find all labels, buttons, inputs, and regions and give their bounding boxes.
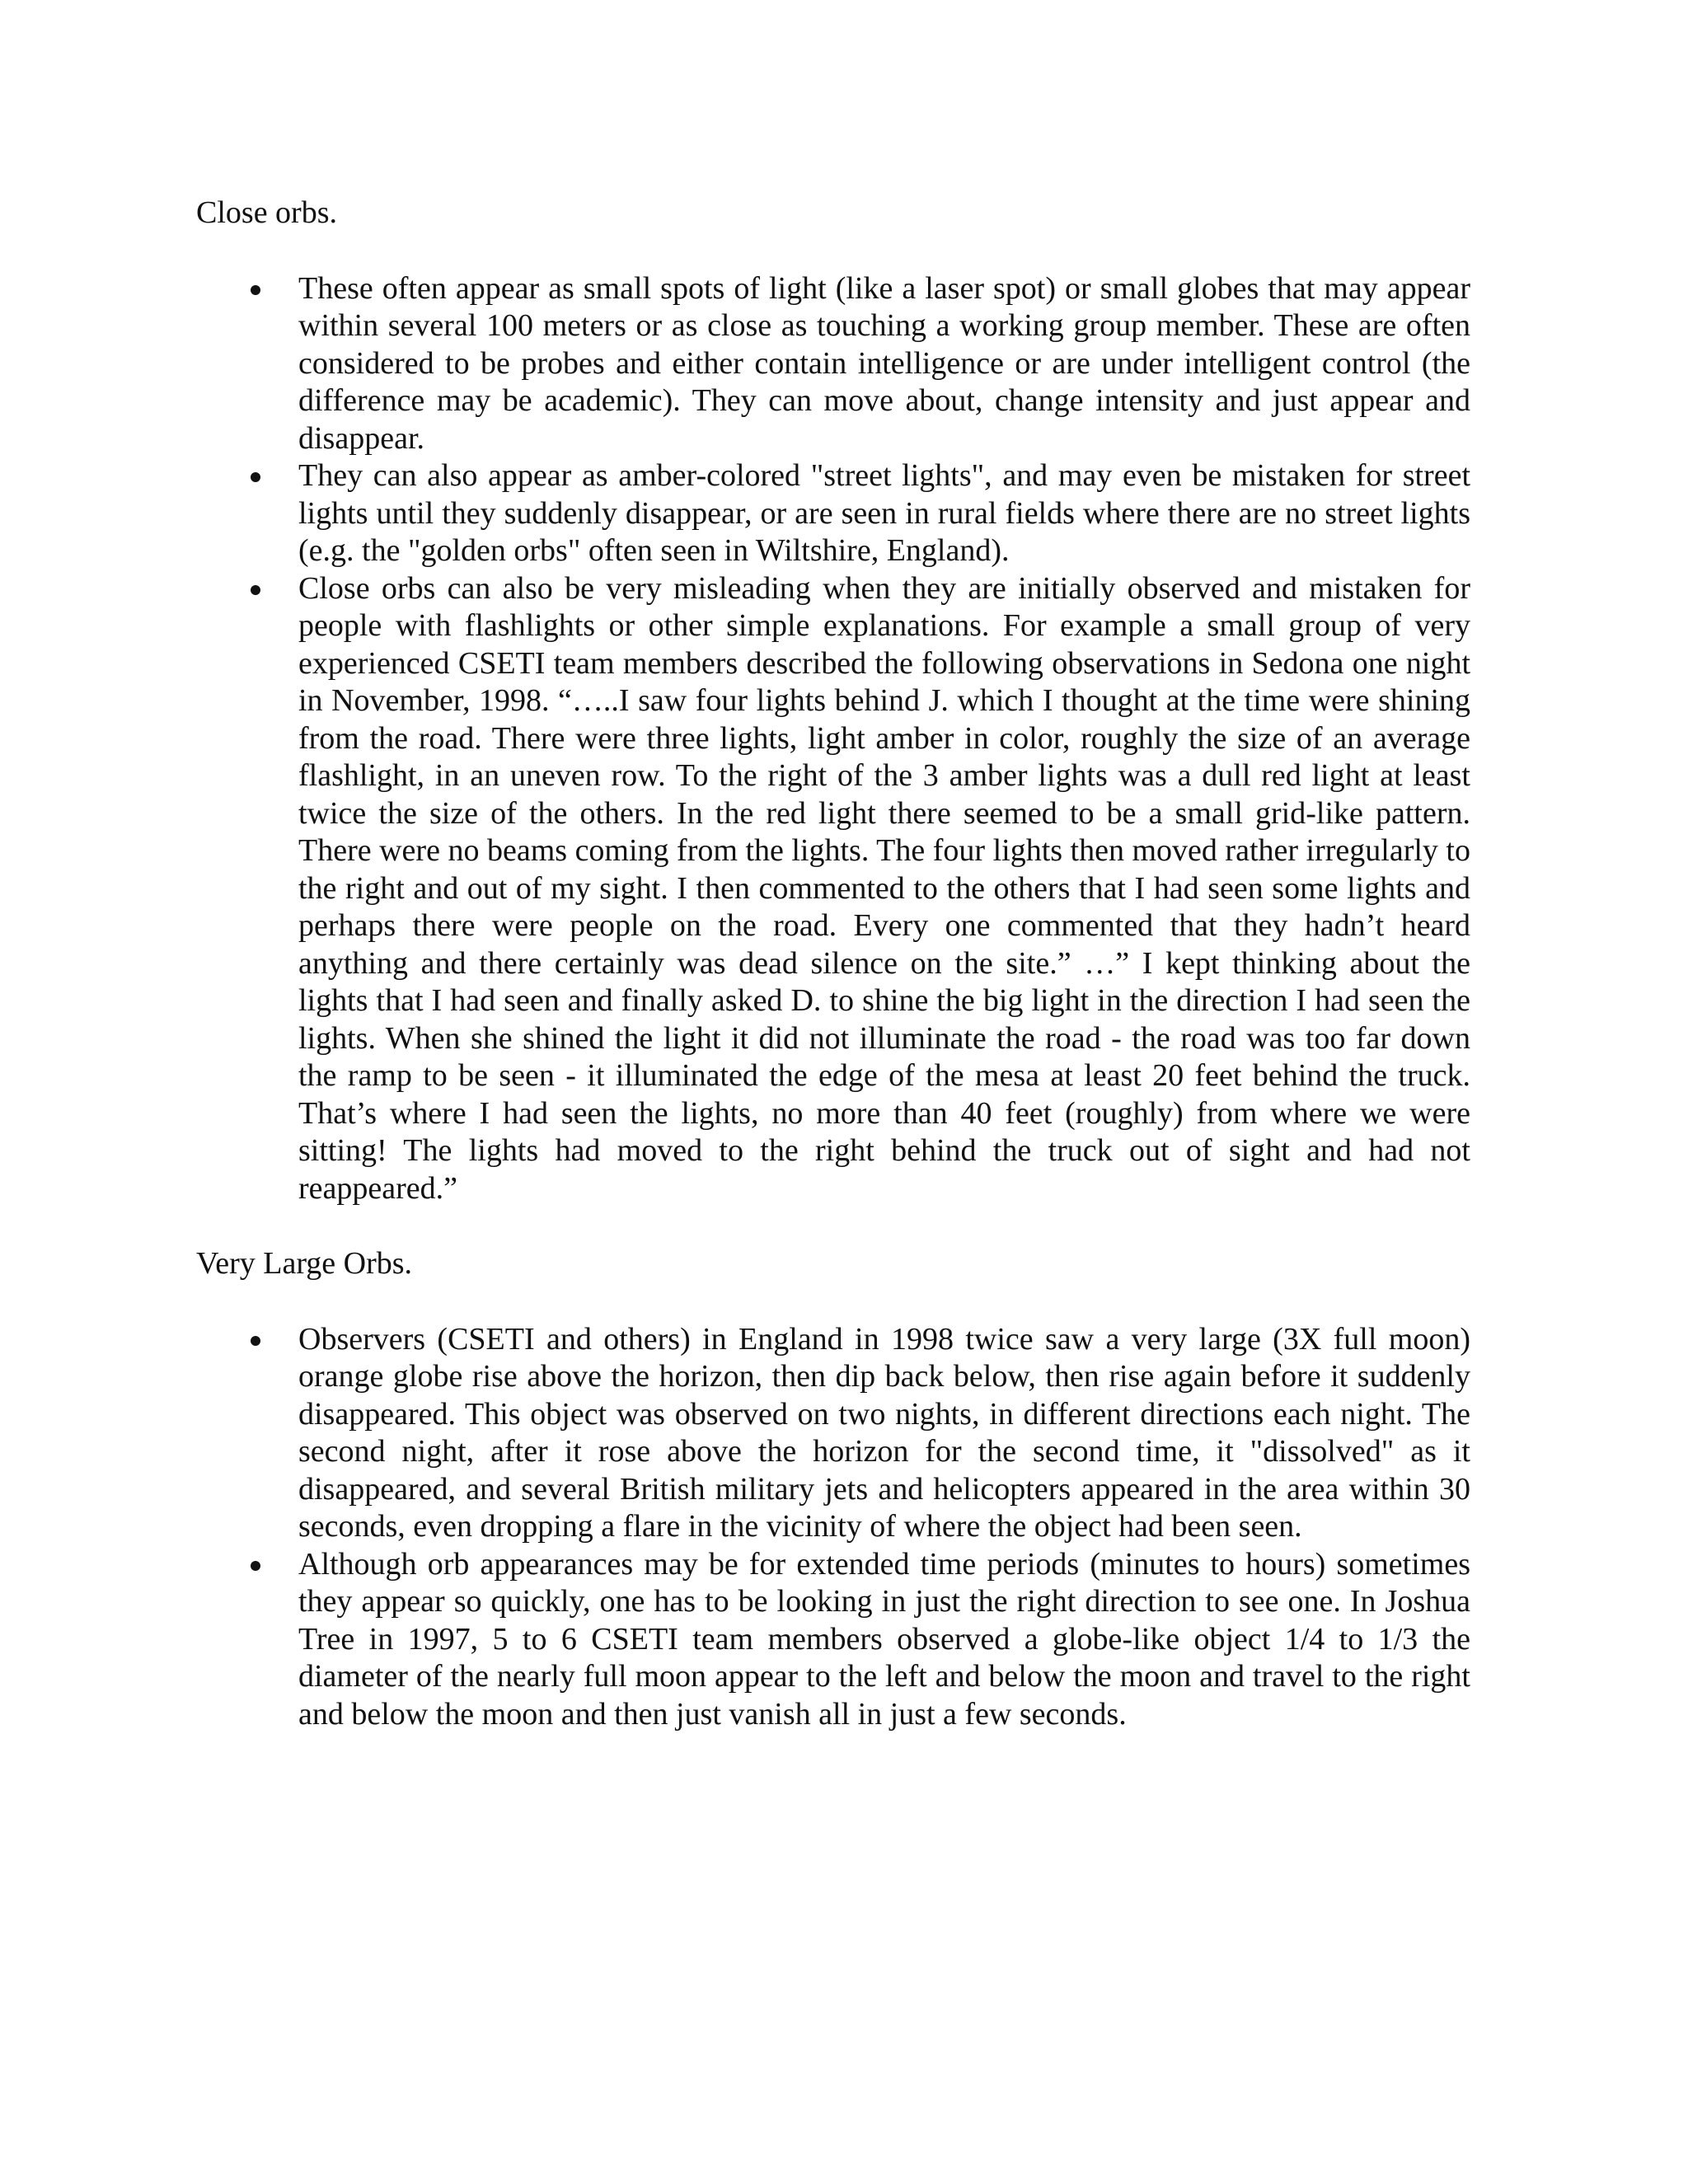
bullet-icon xyxy=(251,1561,260,1571)
list-item-text: Although orb appearances may be for extended time periods (minutes to hours) sometimes they appear so quickly, one has to be looking in just the right direction to see one. In Joshua Tree in 1997, 5 to 6 CSETI team members observed a globe-like object 1/4 to 1/3 the diameter of the nearly full moon appear to the left and below the moon and travel to the right and below the moon and then just vanish all in just a few seconds. xyxy=(298,1546,1470,1732)
list-item xyxy=(196,1321,1470,1546)
bullet-icon xyxy=(251,585,260,595)
bullet-icon xyxy=(251,472,260,482)
list-item-text: They can also appear as amber-colored "street lights", and may even be mistaken for street lights until they suddenly disappear, or are seen in rural fields where there are no street lights (e.g. the "golden orbs" often seen in Wiltshire, England). xyxy=(298,458,1470,568)
list-item xyxy=(196,457,1470,570)
list-item xyxy=(196,1546,1470,1734)
bullet-icon xyxy=(251,1336,260,1346)
list-item-text: These often appear as small spots of light (like a laser spot) or small globes that may appear within several 100 meters or as close as touching a working group member. These are often considered to be probes and either contain intelligence or are under intelligent control (the difference may be academic). They can move about, change intensity and just appear and disappear. xyxy=(298,270,1470,456)
list-item-text: Observers (CSETI and others) in England in 1998 twice saw a very large (3X full moon) orange globe rise above the horizon, then dip back below, then rise again before it suddenly disappeared. This object was observed on two nights, in different directions each night. The second night, after it rose above the horizon for the second time, it "dissolved" as it disappeared, and several British military jets and helicopters appeared in the area within 30 seconds, even dropping a flare in the vicinity of where the object had been seen. xyxy=(298,1321,1470,1544)
list-item xyxy=(196,570,1470,1208)
section-heading-very-large-orbs: Very Large Orbs. xyxy=(196,1246,413,1281)
bullet-icon xyxy=(251,285,260,295)
document-body xyxy=(196,194,1470,1733)
bullet-list-close-orbs xyxy=(196,270,1470,1208)
bullet-list-very-large-orbs xyxy=(196,1321,1470,1734)
section-heading-close-orbs: Close orbs. xyxy=(196,195,337,230)
list-item-text: Close orbs can also be very misleading when they are initially observed and mistaken for people with flashlights or other simple explanations. For example a small group of very experienced CSETI team members described the following observations in Sedona one night in November, 1998. “…..I saw four lights behind J. which I thought at the time were shining from the road. There were three lights, light amber in color, roughly the size of an average flashlight, in an uneven row. To the right of the 3 amber lights was a dull red light at least twice the size of the others. In the red light there seemed to be a small grid-like pattern. There were no beams coming from the lights. The four lights then moved rather irregularly to the right and out of my sight. I then commented to the others that I had seen some lights and perhaps there were people on the road. Every one commented that they hadn’t heard anything and there certainly was dead silence on the site.” …” I kept thinking about the lights that I had seen and finally asked D. to shine the big light in the direction I had seen the lights. When she shined the light it did not illuminate the road - the road was too far down the ramp to be seen - it illuminated the edge of the mesa at least 20 feet behind the truck. That’s where I had seen the lights, no more than 40 feet (roughly) from where we were sitting! The lights had moved to the right behind the truck out of sight and had not reappeared.” xyxy=(298,570,1470,1206)
list-item xyxy=(196,270,1470,458)
